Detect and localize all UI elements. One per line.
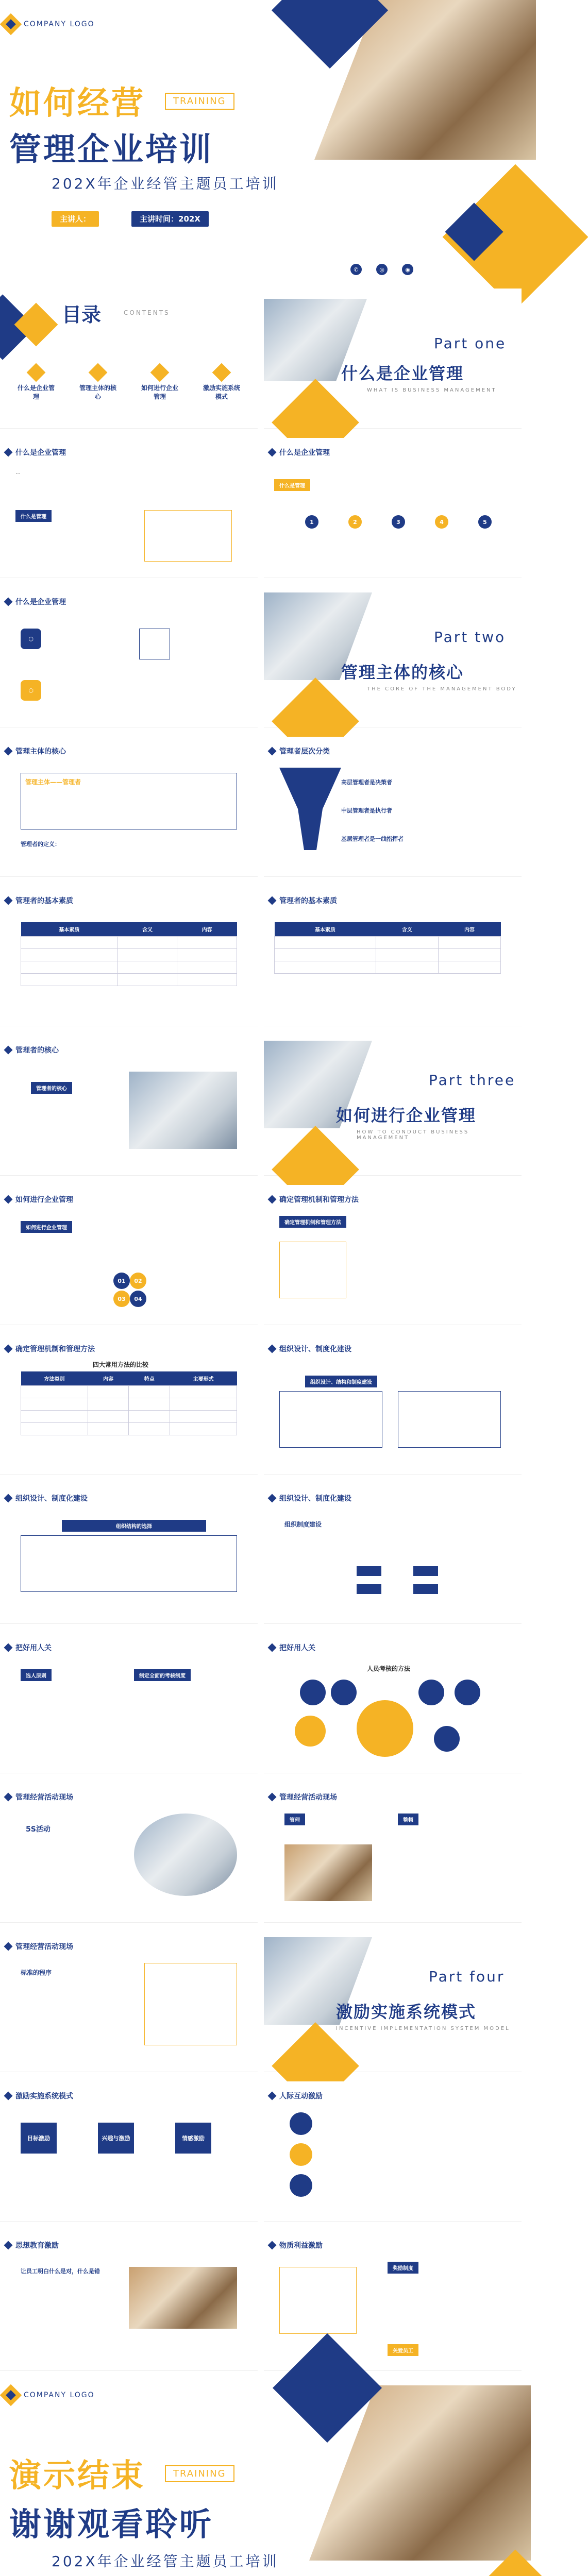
slide-heading: 管理主体的核心 bbox=[5, 746, 66, 756]
slide-heading: 什么是企业管理 bbox=[269, 447, 330, 457]
part-title: 如何进行企业管理 bbox=[336, 1106, 477, 1125]
method-circle bbox=[455, 1680, 480, 1705]
badge: 如何进行企业管理 bbox=[21, 1221, 72, 1233]
tag-badge bbox=[357, 1566, 381, 1576]
badge: 整顿 bbox=[398, 1814, 418, 1825]
content-slide bbox=[264, 2231, 522, 2371]
pen-photo bbox=[129, 1072, 237, 1149]
hex-icon: ⬡ bbox=[21, 629, 41, 649]
step-list bbox=[305, 515, 492, 529]
part-label: Part one bbox=[434, 335, 507, 352]
level-base: 基层管理者是一线指挥者 bbox=[341, 836, 404, 842]
section-label: 标准的程序 bbox=[21, 1969, 52, 1976]
methods-table: 方法类别 内容 特点 主要形式 bbox=[21, 1371, 237, 1435]
laptop-photo bbox=[134, 1814, 237, 1896]
part-one-slide bbox=[264, 289, 522, 429]
list-box bbox=[398, 1391, 501, 1448]
content-slide bbox=[264, 1334, 522, 1475]
method-circle bbox=[331, 1680, 357, 1705]
image-frame bbox=[144, 1963, 237, 2045]
method-circle bbox=[300, 1680, 326, 1705]
cover-line1: 如何经营 bbox=[9, 84, 146, 122]
toc-item[interactable]: 激励实施系统模式 bbox=[201, 366, 242, 401]
slide-heading: 确定管理机制和管理方法 bbox=[269, 1194, 359, 1205]
cover-slide bbox=[0, 0, 528, 273]
method-circle bbox=[295, 1716, 326, 1747]
content-slide bbox=[0, 886, 258, 1026]
content-slide bbox=[264, 1633, 522, 1773]
content-slide bbox=[0, 2081, 258, 2222]
content-slide bbox=[0, 1783, 258, 1923]
slide-heading: 组织设计、制度化建设 bbox=[269, 1344, 351, 1354]
badge: 管理者的核心 bbox=[31, 1082, 72, 1094]
host-label: 主讲人： bbox=[52, 211, 99, 227]
badge: 管理 bbox=[284, 1814, 305, 1825]
slide-heading: 管理者的基本素质 bbox=[269, 895, 337, 906]
step-badge: 1 bbox=[305, 515, 318, 529]
method-circle bbox=[418, 1680, 444, 1705]
funnel-graphic bbox=[279, 768, 341, 850]
content-slide bbox=[264, 1783, 522, 1923]
level-mid: 中层管理者是执行者 bbox=[341, 807, 392, 814]
part-sub: INCENTIVE IMPLEMENTATION SYSTEM MODEL bbox=[336, 2026, 510, 2031]
badge: 选人原则 bbox=[21, 1669, 52, 1681]
part-label: Part two bbox=[434, 629, 506, 646]
step-badge: 2 bbox=[348, 515, 362, 529]
tag-badge bbox=[357, 1584, 381, 1594]
hex-badge bbox=[290, 2112, 312, 2135]
slide-heading: 把好用人关 bbox=[5, 1642, 52, 1653]
quality-table: 基本素质 含义 内容 bbox=[274, 922, 501, 974]
slide-heading: 把好用人关 bbox=[269, 1642, 315, 1653]
part-four-slide bbox=[264, 1932, 522, 2072]
method-circle bbox=[434, 1726, 460, 1752]
content-slide bbox=[0, 587, 258, 727]
section-label: 让员工明白什么是对，什么是错 bbox=[21, 2268, 100, 2275]
toc-item[interactable]: 什么是企业管理 bbox=[15, 366, 57, 401]
content-slide: 什么是企业管理 … 什么是管理 bbox=[0, 438, 258, 578]
content-slide bbox=[264, 737, 522, 877]
choose-table bbox=[21, 1535, 237, 1592]
toc-title: 目录 bbox=[62, 303, 102, 326]
tag-badge bbox=[413, 1584, 438, 1594]
logo-mark-icon bbox=[0, 2384, 22, 2406]
content-slide bbox=[0, 1633, 258, 1773]
logo bbox=[3, 16, 95, 32]
part-two-slide bbox=[264, 587, 522, 727]
part-three-slide bbox=[264, 1036, 522, 1176]
section-label: 人员考核的方法 bbox=[367, 1665, 411, 1672]
badge: 组织结构的选择 bbox=[62, 1520, 206, 1532]
badge: 制定全面的考核制度 bbox=[134, 1669, 191, 1681]
end-title: 谢谢观看聆听 bbox=[9, 2505, 214, 2543]
team-photo bbox=[129, 2267, 237, 2329]
hex-badge bbox=[290, 2174, 312, 2197]
num-badge: 03 bbox=[113, 1291, 130, 1307]
badge: 什么是管理 bbox=[274, 479, 310, 491]
time-label: 主讲时间：202X bbox=[131, 211, 209, 227]
image-frame bbox=[279, 1242, 346, 1298]
content-slide bbox=[264, 886, 522, 1026]
content-slide bbox=[0, 1185, 258, 1325]
num-badge: 02 bbox=[130, 1273, 146, 1289]
part-title: 管理主体的核心 bbox=[341, 663, 464, 682]
end-line1: 演示结束 bbox=[9, 2456, 146, 2494]
part-label: Part four bbox=[429, 1968, 505, 1985]
content-slide bbox=[264, 2081, 522, 2222]
slide-heading: 思想教育激励 bbox=[5, 2240, 59, 2250]
web-icon: ◉ bbox=[402, 264, 413, 275]
content-slide bbox=[0, 737, 258, 877]
content-slide bbox=[0, 1334, 258, 1475]
toc-item[interactable]: 如何进行企业管理 bbox=[139, 366, 180, 401]
slide-heading: 管理者的核心 bbox=[5, 1045, 59, 1055]
level-top: 高层管理者是决策者 bbox=[341, 779, 392, 786]
part-title: 什么是企业管理 bbox=[341, 364, 464, 383]
content-slide bbox=[264, 438, 522, 578]
num-badge: 04 bbox=[130, 1291, 146, 1307]
chat-icon: ◎ bbox=[376, 264, 388, 275]
method-circle-big bbox=[357, 1700, 413, 1757]
slide-heading: 什么是企业管理 bbox=[5, 597, 66, 607]
tag-badge bbox=[413, 1566, 438, 1576]
slide-heading: 管理经营活动现场 bbox=[5, 1941, 73, 1952]
part-sub: THE CORE OF THE MANAGEMENT BODY bbox=[367, 686, 517, 692]
slide-heading: 管理经营活动现场 bbox=[269, 1792, 337, 1802]
badge: 什么是管理 bbox=[15, 510, 52, 522]
list-box bbox=[279, 1391, 382, 1448]
cover-subtitle: 202X年企业经管主题员工培训 bbox=[52, 175, 279, 192]
badge: 奖励制度 bbox=[388, 2262, 418, 2274]
num-badge: 01 bbox=[113, 1273, 130, 1289]
part-sub: WHAT IS BUSINESS MANAGEMENT bbox=[367, 387, 497, 393]
logo-text: COMPANY LOGO bbox=[24, 2391, 95, 2399]
quality-table: 基本素质 含义 内容 bbox=[21, 922, 237, 986]
hex-icon: ⬡ bbox=[21, 680, 41, 701]
trio-card: 情感激励 bbox=[175, 2123, 211, 2154]
trio-card: 兴趣与激励 bbox=[98, 2123, 134, 2154]
definition-label: 管理者的定义： bbox=[21, 841, 60, 848]
slide-heading: 人际互动激励 bbox=[269, 2091, 323, 2101]
step-badge: 4 bbox=[435, 515, 448, 529]
image-frame bbox=[139, 629, 170, 659]
toc-sub: CONTENTS bbox=[124, 309, 170, 316]
slide-heading: 管理经营活动现场 bbox=[5, 1792, 73, 1802]
part-title: 激励实施系统模式 bbox=[336, 2002, 477, 2022]
logo bbox=[3, 2387, 95, 2403]
part-sub: HOW TO CONDUCT BUSINESS MANAGEMENT bbox=[357, 1129, 469, 1141]
toc-item[interactable]: 管理主体的核心 bbox=[77, 366, 119, 401]
slide-heading: 管理者的基本素质 bbox=[5, 895, 73, 906]
section-label: 5S活动 bbox=[26, 1825, 51, 1834]
slide-heading: 如何进行企业管理 bbox=[5, 1194, 73, 1205]
slide-heading: 激励实施系统模式 bbox=[5, 2091, 73, 2101]
hex-badge bbox=[290, 2143, 312, 2166]
end-slide bbox=[0, 2375, 528, 2576]
logo-mark-icon bbox=[0, 13, 22, 35]
cover-title: 管理企业培训 bbox=[9, 130, 214, 168]
end-subtitle: 202X年企业经管主题员工培训 bbox=[52, 2553, 279, 2570]
meeting-photo bbox=[284, 1844, 372, 1901]
slide-heading: 组织设计、制度化建设 bbox=[269, 1493, 351, 1503]
content-slide bbox=[0, 1484, 258, 1624]
content-slide bbox=[264, 1484, 522, 1624]
table-caption: 四大常用方法的比较 bbox=[93, 1361, 149, 1368]
step-badge: 5 bbox=[478, 515, 492, 529]
section-label: 组织制度建设 bbox=[284, 1521, 322, 1528]
image-frame bbox=[144, 510, 232, 562]
image-frame bbox=[279, 2267, 357, 2334]
phone-icon: ✆ bbox=[350, 264, 362, 275]
step-badge: 3 bbox=[392, 515, 405, 529]
content-slide bbox=[0, 1932, 258, 2072]
definition-box: 管理主体——管理者 bbox=[21, 773, 237, 829]
badge: 确定管理机制和管理方法 bbox=[279, 1216, 346, 1228]
content-slide bbox=[0, 2231, 258, 2371]
toc-list bbox=[15, 366, 242, 401]
slide-heading: 物质利益激励 bbox=[269, 2240, 323, 2250]
content-slide bbox=[264, 1185, 522, 1325]
slide-heading: 组织设计、制度化建设 bbox=[5, 1493, 88, 1503]
badge: 组织设计、结构和制度建设 bbox=[305, 1376, 377, 1387]
content-slide bbox=[0, 1036, 258, 1176]
trio-card: 目标激励 bbox=[21, 2123, 57, 2154]
slide-heading: 什么是企业管理 bbox=[5, 447, 66, 457]
slide-heading: 确定管理机制和管理方法 bbox=[5, 1344, 95, 1354]
slide-heading: 管理者层次分类 bbox=[269, 746, 330, 756]
badge: 关爱员工 bbox=[388, 2344, 418, 2356]
part-label: Part three bbox=[429, 1072, 516, 1089]
cover-tag: TRAINING bbox=[165, 93, 234, 110]
end-tag: TRAINING bbox=[165, 2465, 234, 2482]
logo-text: COMPANY LOGO bbox=[24, 20, 95, 28]
toc-slide bbox=[0, 289, 258, 429]
